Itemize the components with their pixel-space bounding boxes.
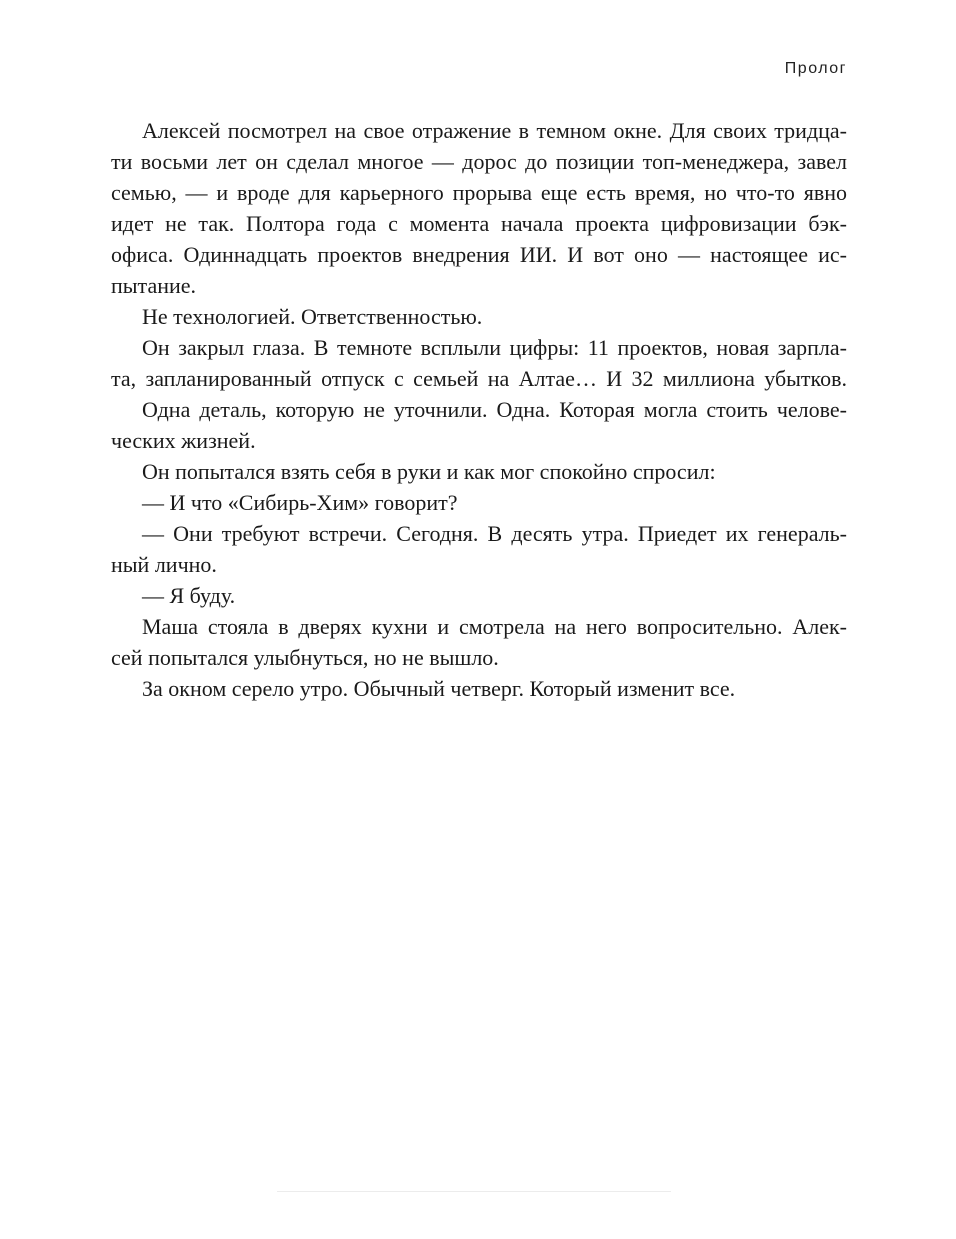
bottom-divider bbox=[277, 1191, 671, 1192]
text-line: идет не так. Полтора года с момента начала проекта цифровизации бэк- bbox=[111, 211, 847, 236]
text-line: — Они требуют встречи. Сегодня. В десять утра. Приедет их генераль- bbox=[142, 521, 847, 546]
body-text bbox=[111, 115, 847, 704]
text-line: Он попытался взять себя в руки и как мог спокойно спросил: bbox=[142, 459, 716, 484]
text-line: ный лично. bbox=[111, 552, 217, 577]
text-line: Маша стояла в дверях кухни и смотрела на него вопросительно. Алек- bbox=[142, 614, 847, 639]
text-line: За окном серело утро. Обычный четверг. Который изменит все. bbox=[142, 676, 736, 701]
text-line: семью, — и вроде для карьерного прорыва еще есть время, но что-то явно bbox=[111, 180, 847, 205]
text-line: ти восьми лет он сделал многое — дорос до позиции топ-менеджера, завел bbox=[111, 149, 847, 174]
paragraph bbox=[111, 580, 847, 611]
paragraph bbox=[111, 611, 847, 673]
text-line: офиса. Одиннадцать проектов внедрения ИИ. И вот оно — настоящее ис- bbox=[111, 242, 847, 267]
text-line: та, запланированный отпуск с семьей на Алтае… И 32 миллиона убытков. bbox=[111, 366, 847, 391]
paragraph bbox=[111, 115, 847, 301]
paragraph bbox=[111, 673, 847, 704]
text-line: пытание. bbox=[111, 273, 197, 298]
paragraph bbox=[111, 301, 847, 332]
text-line: Он закрыл глаза. В темноте всплыли цифры: 11 проектов, новая зарпла- bbox=[142, 335, 847, 360]
text-line: Не технологией. Ответственностью. bbox=[142, 304, 483, 329]
paragraph bbox=[111, 456, 847, 487]
paragraph bbox=[111, 487, 847, 518]
text-line: — И что «Сибирь-Хим» говорит? bbox=[142, 490, 458, 515]
text-line: — Я буду. bbox=[142, 583, 236, 608]
running-header-chapter-title: Пролог bbox=[784, 60, 847, 77]
paragraph bbox=[111, 332, 847, 394]
paragraph bbox=[111, 518, 847, 580]
text-line: сей попытался улыбнуться, но не вышло. bbox=[111, 645, 499, 670]
paragraph bbox=[111, 394, 847, 456]
text-line: ческих жизней. bbox=[111, 428, 256, 453]
text-line: Одна деталь, которую не уточнили. Одна. Которая могла стоить челове- bbox=[142, 397, 847, 422]
text-line: Алексей посмотрел на свое отражение в темном окне. Для своих тридца- bbox=[142, 118, 847, 143]
